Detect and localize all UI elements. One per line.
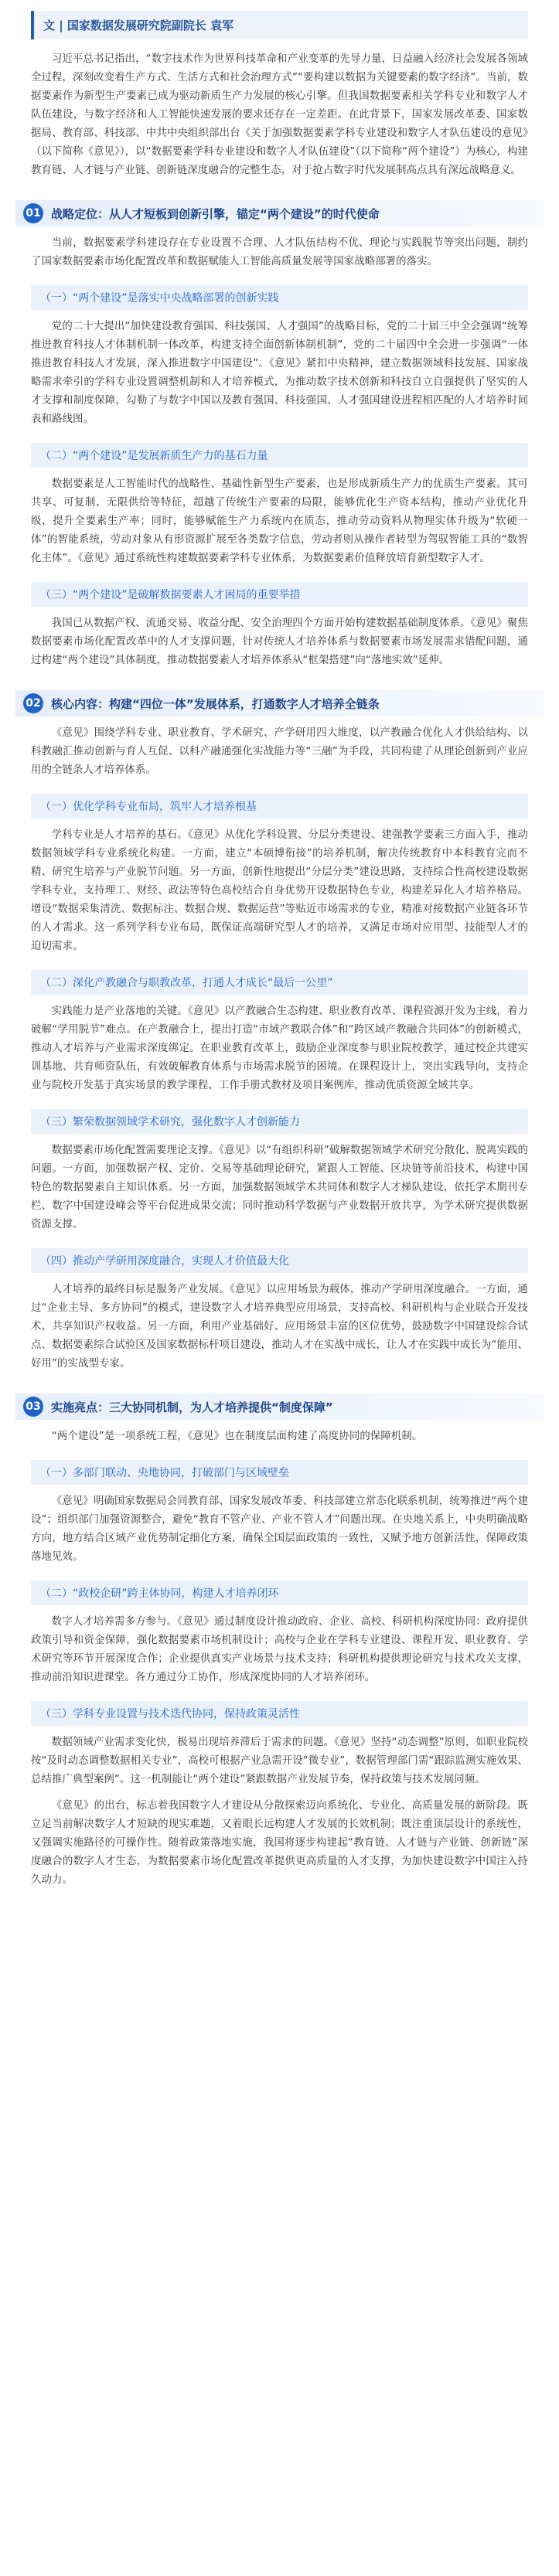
subsection-title: （三）“两个建设”是破解数据要素人才困局的重要举措 [31,582,528,607]
section-number-badge: 01 [23,203,43,223]
subsection-title: （一）“两个建设”是落实中央战略部署的创新实践 [31,285,528,310]
paragraph: 我国已从数据产权、流通交易、收益分配、安全治理四个方面开始构建数据基础制度体系。《意见》聚焦数据要素市场化配置改革中的人才支撑问题，针对传统人才培养体系与数据要素市场发展需求错配问题，通过构建“两个建设”具体制度，推动数据要素人才培养体系从“框架搭建”向“落地实效”延伸。 [31,618,528,666]
paragraph: 数据要素是人工智能时代的战略性、基础性新型生产要素，也是形成新质生产力的优质生产要素。其可共享、可复制、无限供给等特征，超越了传统生产要素的局限，能够优化生产资本结构，推动产业优化升级，提升全要素生产率；同时，能够赋能生产力系统内在质态，推动劳动资料从物理实体升级为“软硬一体”的智能系统，劳动对象从有形资源扩展至各类数字信息，劳动者则从操作者转型为驾驭智能工具的“数智化主体”。《意见》通过系统性构建数据要素学科专业体系，为数据要素价值释放培育新型数字人才。 [31,478,528,564]
subsection-title: （三）繁荣数据领域学术研究，强化数字人才创新能力 [31,1109,528,1134]
paragraph: 数据要素市场化配置需要理论支撑。《意见》以“有组织科研”破解数据领域学术研究分散化、脱离实践的问题。一方面，加强数据产权、定价、交易等基础理论研究，紧跟人工智能、区块链等前沿技术，构建中国特色的数据要素自主知识体系。另一方面，加强数据领域学术共同体和数字人才梯队建设，依托学术期刊专栏、数字中国建设峰会等平台促进成果交流；同时推动科学数据与产业数据开放共享，为学术研究提供数据资源支撑。 [31,1145,528,1230]
subsection-title: （二）“政校企研”跨主体协同，构建人才培养闭环 [31,1581,528,1605]
section-title: 战略定位：从人才短板到创新引擎，锚定“两个建设”的时代使命 [51,206,380,221]
paragraph: 党的二十大提出“加快建设教育强国、科技强国、人才强国”的战略目标，党的二十届三中全会强调“统筹推进教育科技人才体制机制一体改革，构建支持全面创新体制机制”，党的二十届四中全会进一步强调“一体推进教育科技人才发展，深入推进数字中国建设”。《意见》紧扣中央精神，建立数据领域科技发展、国家战略需求牵引的学科专业设置调整机制和人才培养模式，为推动数字技术创新和科技自立自强提供了坚实的人才支撑和制度保障，勾勒了与数字中国以及教育强国、科技强国、人才强国建设进程相匹配的人才培养时间表和路线图。 [31,321,528,425]
paragraph: 人才培养的最终目标是服务产业发展。《意见》以应用场景为载体，推动产学研用深度融合。一方面，通过“企业主导、多方协同”的模式，建设数字人才培养典型应用场景，支持高校、科研机构与企业联合开发技术、共享知识产权收益。另一方面，利用产业基础好、应用场景丰富的区位优势，鼓励数字中国建设综合试点、数据要素综合试验区及国家数据标杆项目建设，推动人才在实战中成长，让人才在实践中成长为“能用、好用”的实战型专家。 [31,1284,528,1370]
paragraph: 习近平总书记指出，“数字技术作为世界科技革命和产业变革的先导力量，日益融入经济社会发展各领域全过程，深刻改变着生产方式、生活方式和社会治理方式”“要构建以数据为关键要素的数字经济”。当前，数据要素作为新型生产要素已成为驱动新质生产力发展的核心引擎。但我国数据要素相关学科专业和数字人才队伍建设，与数字经济和人工智能快速发展的要求还存在一定差距。在此背景下，国家发展改革委、国家数据局、教育部、科技部、中共中央组织部出台《关于加强数据要素学科专业建设和数字人才队伍建设的意见》（以下简称《意见》），以“数据要素学科专业建设和数字人才队伍建设”（以下简称“两个建设”）为核心，构建教育链、人才链与产业链、创新链深度融合的完整生态，对于抢占数字时代发展制高点具有深远战略意义。 [31,53,528,176]
paragraph: 当前，数据要素学科建设存在专业设置不合理、人才队伍结构不优、理论与实践脱节等突出问题，制约了国家数据要素市场化配置改革和数据赋能人工智能高质量发展等国家战略部署的落实。 [31,237,528,267]
paragraph: 数字人才培养需多方参与。《意见》通过制度设计推动政府、企业、高校、科研机构深度协同：政府提供政策引导和资金保障，强化数据要素市场机制设计；高校与企业在学科专业建设、课程开发、职业教育、学术研究等环节开展深度合作；企业提供真实产业场景与技术支持；科研机构提供理论研究与技术攻关支撑，推动前沿知识进课堂。各方通过分工协作，形成深度协同的人才培养闭环。 [31,1616,528,1683]
intro-block [0,50,559,180]
article-sections [0,200,559,1890]
author-byline: 文 | 国家数据发展研究院副院长 袁军 [31,11,528,39]
section-header [15,1393,544,1420]
subsection-title: （一）多部门联动、央地协同，打破部门与区域壁垒 [31,1460,528,1485]
subsection-title: （四）推动产学研用深度融合，实现人才价值最大化 [31,1248,528,1273]
paragraph: 数据领域产业需求变化快，极易出现培养滞后于需求的问题。《意见》坚持“动态调整”原则，如职业院校按“及时动态调整数据相关专业”，高校可根据产业急需开设“微专业”，数据管理部门需“跟踪监测实施效果、总结推广典型案例”。这一机制能让“两个建设”紧跟数据产业发展节奏，保持政策与技术发展同频。 [31,1737,528,1785]
paragraph: 《意见》明确国家数据局会同教育部、国家发展改革委、科技部建立常态化联系机制，统筹推进“两个建设”；组织部门加强资源整合，避免“教育不管产业、产业不管人才”问题出现。在央地关系上，中央明确战略方向，地方结合区域产业优势制定细化方案，确保全国层面政策的一致性，又赋予地方创新活性，保障政策落地见效。 [31,1496,528,1563]
paragraph: 《意见》围绕学科专业、职业教育、学术研究、产学研用四大维度，以产教融合优化人才供给结构、以科教融汇推动创新与育人互促、以科产融通强化实战能力等“三融”为手段，共同构建了从理论创新到产业应用的全链条人才培养体系。 [31,727,528,776]
section-number-badge: 03 [23,1397,43,1417]
section-header [15,200,544,226]
subsection-title: （二）“两个建设”是发展新质生产力的基石力量 [31,443,528,468]
paragraph: 《意见》的出台，标志着我国数字人才建设从分散探索迈向系统化、专业化、高质量发展的新阶段。既立足当前解决数字人才短缺的现实难题，又着眼长远构建人才发展的长效机制；既注重顶层设计的系统性，又强调实施路径的可操作性。随着政策落地实施，我国将逐步构建起“教育链、人才链与产业链、创新链”深度融合的数字人才生态，为数据要素市场化配置改革提供更高质量的人才支撑，为加快建设数字中国注入持久动力。 [31,1800,528,1886]
subsection-title: （二）深化产教融合与职教改革，打通人才成长“最后一公里” [31,970,528,995]
section-title: 核心内容：构建“四位一体”发展体系，打通数字人才培养全链条 [51,696,380,711]
subsection-title: （一）优化学科专业布局，筑牢人才培养根基 [31,794,528,818]
paragraph: 实践能力是产业落地的关键。《意见》以产教融合生态构建、职业教育改革、课程资源开发为主线，着力破解“学用脱节”难点。在产教融合上，提出打造“市域产教联合体”和“跨区域产教融合共同体”的创新模式，推动人才培养与产业需求深度绑定。在职业教育改革上，鼓励企业深度参与职业院校教学，通过校企共建实训基地、共育师资队伍，有效破解教育体系与市场需求脱节的困境。在课程设计上，突出实践导向，支持企业与院校开发基于真实场景的教学课程、工作手册式教材及项目案例库，推动优质资源全域共享。 [31,1006,528,1091]
section-header [15,690,544,716]
section-title: 实施亮点：三大协同机制，为人才培养提供“制度保障” [51,1400,333,1414]
paragraph: “两个建设”是一项系统工程，《意见》也在制度层面构建了高度协同的保障机制。 [51,1431,423,1442]
paragraph: 学科专业是人才培养的基石。《意见》从优化学科设置、分层分类建设、建强教学要素三方面入手，推动数据领域学科专业系统化构建。一方面，建立“本硕博衔接”的培养机制，解决传统教育中本科教育完而不精、研究生培养与产业脱节问题。另一方面，创新性地提出“分层分类”建设思路，支持综合性高校建设数据学科专业，支持理工、财经、政法等特色高校结合自身优势开设数据特色专业，构建差异化人才培养格局。增设“数据采集清洗、数据标注、数据合规、数据运营”等贴近市场需求的专业，精准对接数据产业链各环节的人才需求。这一系列学科专业布局，既保证高端研究型人才的培养，又满足市场对应用型、技能型人才的迫切需求。 [31,829,528,952]
subsection-title: （三）学科专业设置与技术迭代协同，保持政策灵活性 [31,1701,528,1726]
section-number-badge: 02 [23,693,43,713]
